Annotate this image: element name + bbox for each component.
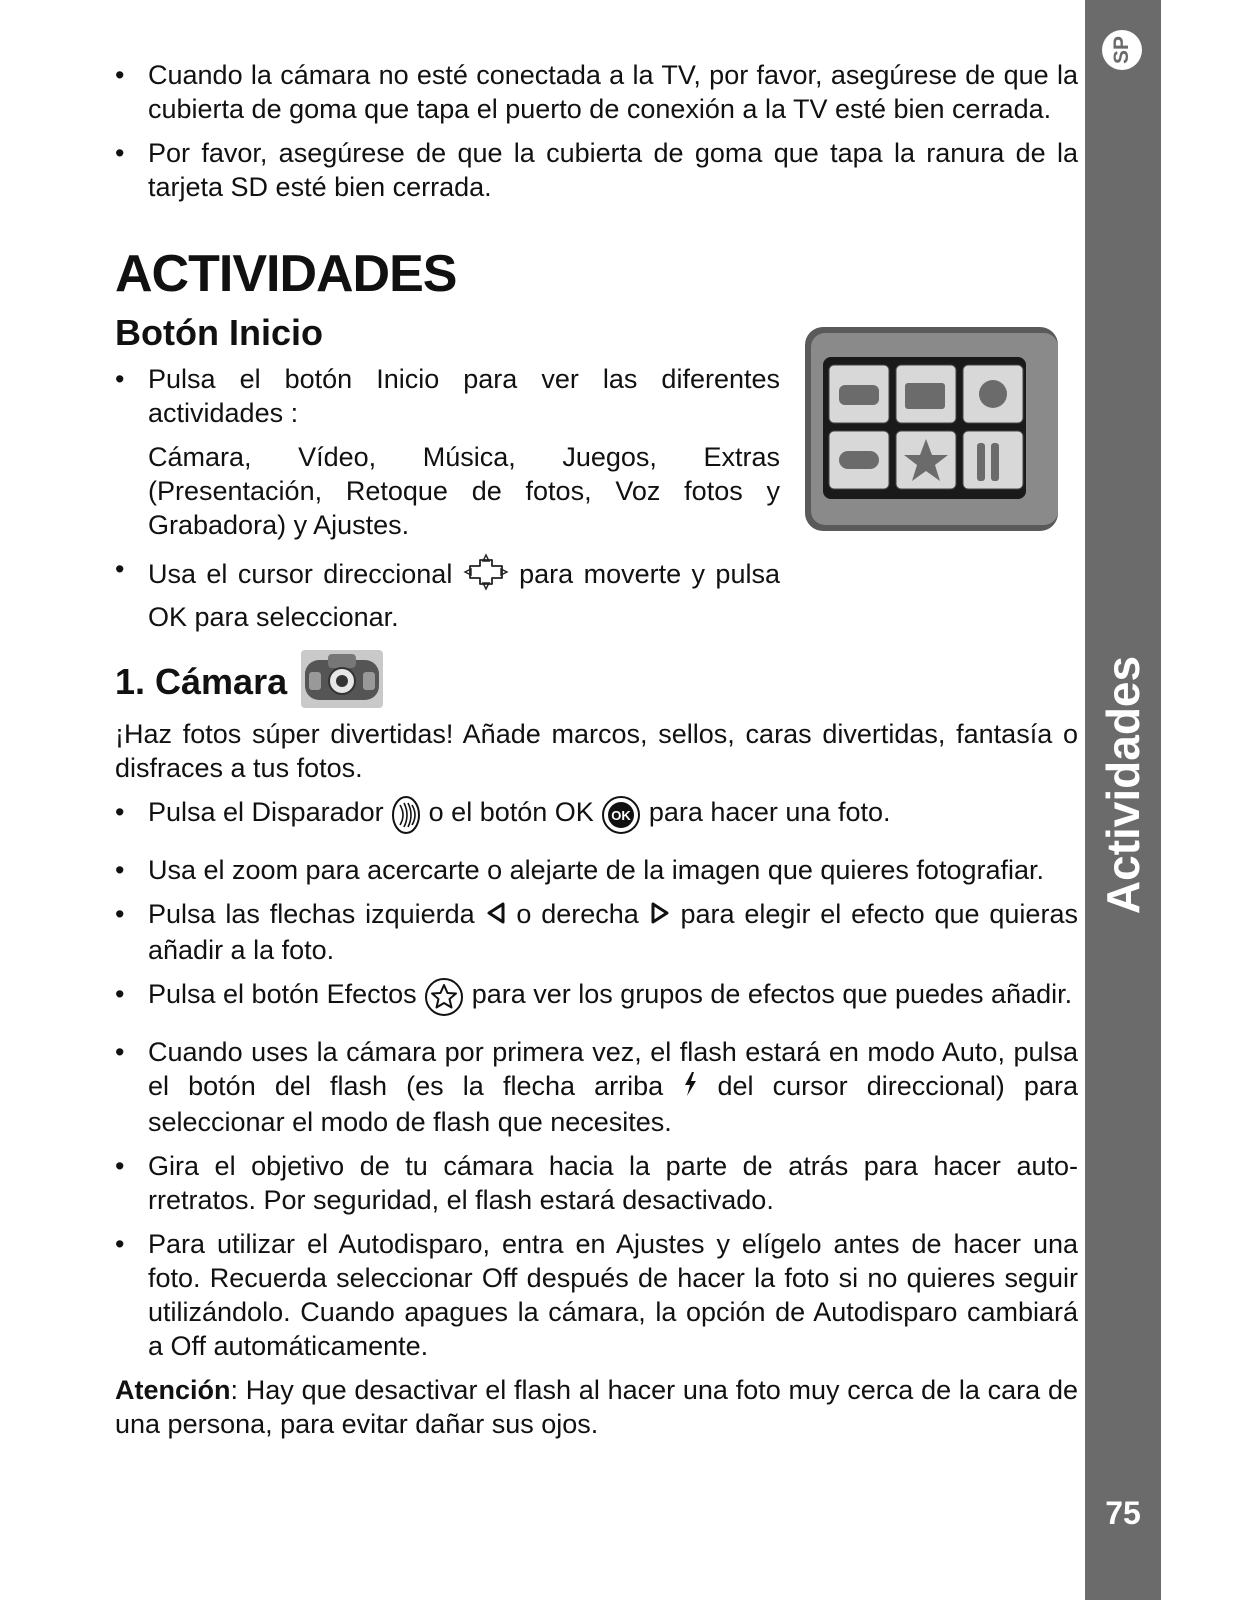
inicio-b1-sub: Cámara, Vídeo, Música, Juegos, Extras (Presentación, Retoque de fotos, Voz fotos y Grabadora) y Ajustes.	[148, 442, 780, 540]
list-item	[115, 977, 1078, 1025]
camara-title: 1. Cámara	[115, 660, 288, 702]
camara-header	[115, 650, 1078, 713]
svg-text:OK: OK	[611, 808, 632, 823]
list-item: • Para utilizar el Autodisparo, entra en Ajustes y elígelo antes de hacer una foto. Recuerda seleccionar Off después de hacer la foto si no quieres seguir utilizándolo. Cuando apagues la cámara, la opción de Autodisparo cambiará a Off automáticamente.	[115, 1227, 1078, 1363]
camara-list	[115, 795, 1078, 1363]
list-item	[115, 552, 780, 634]
camara-b5-b: del cursor direccional) para seleccionar el modo de flash que necesites.	[148, 1070, 1078, 1137]
attention-label: Atención	[115, 1374, 231, 1405]
dpad-icon	[463, 552, 509, 600]
camara-intro: ¡Haz fotos súper divertidas! Añade marcos, sellos, caras divertidas, fantasía o disfraces a tus fotos.	[115, 719, 1078, 783]
section-heading: ACTIVIDADES	[115, 245, 457, 303]
attention-note	[115, 1373, 1078, 1441]
camara-b3-c: para elegir el efecto que quieras añadir a la foto.	[148, 899, 1078, 965]
home-screen-image	[805, 327, 1058, 531]
camara-b1-c: para hacer una foto.	[648, 797, 891, 827]
camara-b3-a: Pulsa las flechas izquierda	[148, 899, 475, 929]
list-item: • Cuando la cámara no esté conectada a la TV, por favor, asegúrese de que la cubierta de goma que tapa el puerto de conexión a la TV esté bien cerrada.	[115, 58, 1078, 126]
list-item: • Gira el objetivo de tu cámara hacia la parte de atrás para hacer auto-rretratos. Por seguridad, el flash estará desactivado.	[115, 1149, 1078, 1217]
list-item	[115, 897, 1078, 967]
left-arrow-icon	[485, 899, 507, 933]
shutter-icon	[391, 795, 421, 843]
inicio-b1-text: Pulsa el botón Inicio para ver las diferentes actividades :	[148, 364, 780, 428]
page-number: 75	[1105, 1495, 1141, 1531]
attention-text: : Hay que desactivar el flash al hacer una foto muy cerca de la cara de una persona, para evitar dañar sus ojos.	[115, 1374, 1078, 1439]
inicio-title: Botón Inicio	[115, 312, 323, 353]
language-badge-label: SP	[1110, 36, 1133, 65]
right-arrow-icon	[649, 899, 671, 933]
inicio-b2-pre: Usa el cursor direccional	[148, 559, 453, 590]
camara-b4-a: Pulsa el botón Efectos	[148, 978, 417, 1009]
list-item: • Por favor, asegúrese de que la cubierta de goma que tapa la ranura de la tarjeta SD esté bien cerrada.	[115, 136, 1078, 204]
camara-b3-b: o derecha	[516, 899, 639, 929]
camara-b4-b: para ver los grupos de efectos que puedes añadir.	[471, 978, 1073, 1009]
list-item: • Usa el zoom para acercarte o alejarte de la imagen que quieres fotografiar.	[115, 853, 1078, 887]
page-content	[115, 58, 1078, 1441]
inicio-b2-post: para moverte y pulsa OK para seleccionar.	[148, 559, 780, 632]
inicio-list	[115, 362, 780, 634]
effects-star-icon	[424, 977, 464, 1025]
list-item	[115, 1035, 1078, 1139]
camara-b1-b: o el botón OK	[428, 797, 594, 827]
camera-activity-icon	[301, 650, 383, 713]
side-section-title: Actividades	[1097, 655, 1149, 915]
camara-b1-a: Pulsa el Disparador	[148, 797, 384, 827]
ok-button-icon	[601, 795, 641, 843]
intro-list	[115, 58, 1078, 204]
camara-b5-a: Cuando uses la cámara por primera vez, el flash estará en modo Auto, pulsa el botón del flash (es la flecha arriba	[148, 1036, 1078, 1101]
flash-icon	[682, 1071, 698, 1105]
list-item	[115, 795, 1078, 843]
list-item	[115, 362, 780, 542]
inicio-section	[115, 362, 1078, 634]
